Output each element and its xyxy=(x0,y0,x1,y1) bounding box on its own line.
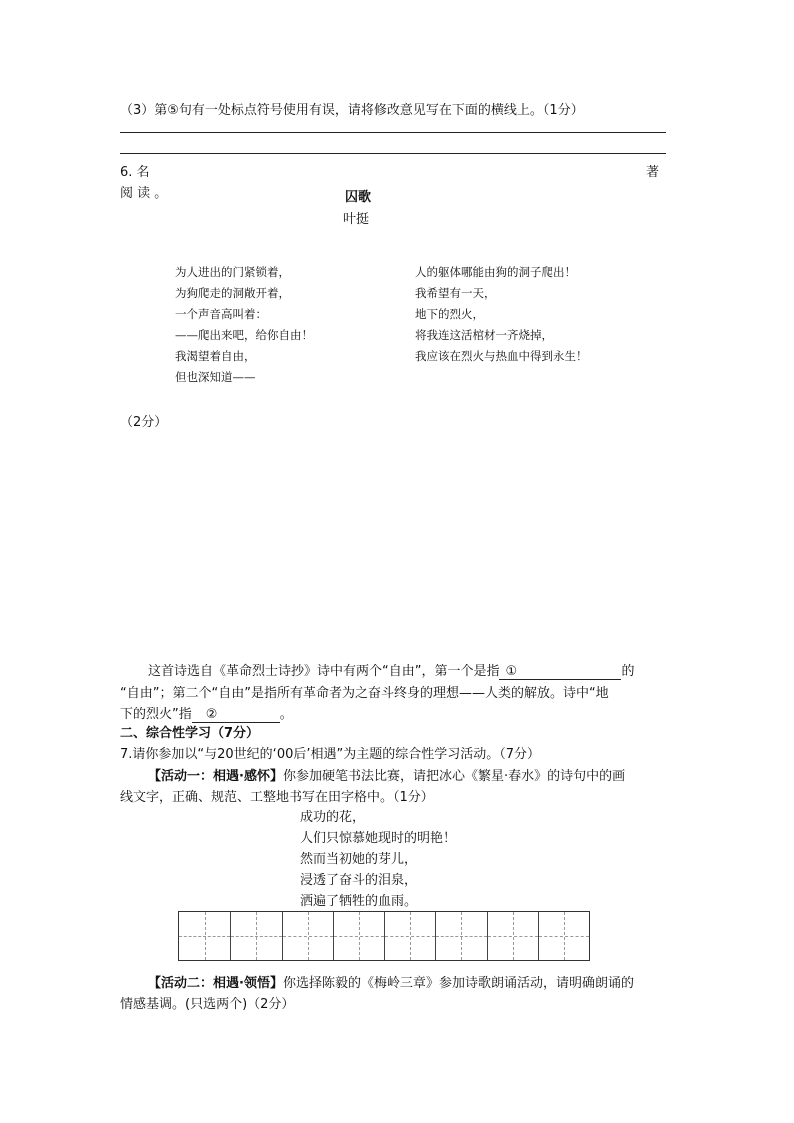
question-6-right-char: 著 xyxy=(646,165,660,180)
grid-cell[interactable] xyxy=(384,912,435,960)
grid-cell[interactable] xyxy=(538,912,589,960)
poem-line: 我应该在烈火与热血中得到永生！ xyxy=(415,349,588,363)
poem-right-column xyxy=(415,262,588,367)
poem-line: 浸透了奋斗的泪泉， xyxy=(300,873,418,888)
question-6-second-line: 阅 读 。 xyxy=(120,186,168,201)
activity-1-line-1: 【活动一：相遇·感怀】你参加硬笔书法比赛，请把冰心《繁星·春水》的诗句中的画 xyxy=(148,769,626,784)
activity-1-poem xyxy=(300,807,456,912)
answer-line-2 xyxy=(120,153,666,154)
paragraph-line-2: “自由”；第二个“自由”是指所有革命者为之奋斗终身的理想——人类的解放。诗中“地 xyxy=(120,686,609,701)
poem-line: 洒遍了牺牲的血雨。 xyxy=(300,894,418,909)
poem-line: 人们只惊慕她现时的明艳！ xyxy=(300,831,457,846)
blank-1[interactable]: ① xyxy=(499,664,621,680)
poem-line: 人的躯体哪能由狗的洞子爬出！ xyxy=(415,265,576,279)
poem-title: 囚歌 xyxy=(345,190,372,205)
poem-line: 成功的花， xyxy=(300,810,366,825)
poem-line: ——爬出来吧，给你自由！ xyxy=(175,328,313,342)
poem-line: 一个声音高叫着： xyxy=(175,307,267,321)
grid-cell[interactable] xyxy=(282,912,333,960)
score-label: （2分） xyxy=(120,415,168,430)
poem-author: 叶挺 xyxy=(343,212,370,227)
poem-line: 地下的烈火， xyxy=(415,307,484,321)
poem-line: 将我连这活棺材一齐烧掉， xyxy=(415,328,553,342)
activity-1-label: 【活动一：相遇·感怀】 xyxy=(148,769,283,784)
poem-line: 为人进出的门紧锁着， xyxy=(175,265,290,279)
grid-cell[interactable] xyxy=(435,912,486,960)
poem-line: 为狗爬走的洞敞开着， xyxy=(175,286,290,300)
grid-cell[interactable] xyxy=(230,912,281,960)
blank-2[interactable]: ② xyxy=(192,707,280,723)
poem-line: 我渴望着自由， xyxy=(175,349,256,363)
question-6-label: 6. 名 xyxy=(120,165,150,180)
tianzige-grid[interactable] xyxy=(178,911,590,961)
question-3-text: （3）第⑤句有一处标点符号使用有误，请将修改意见写在下面的横线上。（1分） xyxy=(120,103,584,118)
poem-line: 但也深知道—— xyxy=(175,370,256,384)
activity-1-line-2: 线文字，正确、规范、工整地书写在田字格中。（1分） xyxy=(120,790,434,805)
paragraph-line-1: 这首诗选自《革命烈士诗抄》诗中有两个“自由”，第一个是指 ① 的 xyxy=(148,664,635,679)
grid-cell[interactable] xyxy=(179,912,230,960)
activity-2-line-2: 情感基调。(只选两个)（2分） xyxy=(120,997,295,1012)
poem-line: 然而当初她的芽儿， xyxy=(300,852,418,867)
grid-cell[interactable] xyxy=(487,912,538,960)
question-7-text: 7.请你参加以“与20世纪的‘00后’相遇”为主题的综合性学习活动。（7分） xyxy=(120,747,540,762)
poem-left-column xyxy=(175,262,313,388)
grid-cell[interactable] xyxy=(333,912,384,960)
activity-2-line-1: 【活动二：相遇·领悟】你选择陈毅的《梅岭三章》参加诗歌朗诵活动，请明确朗诵的 xyxy=(148,976,634,991)
poem-line: 我希望有一天， xyxy=(415,286,496,300)
paragraph-line-3: 下的烈火”指 ② 。 xyxy=(120,707,293,722)
section-heading: 二、综合性学习（7分） xyxy=(120,726,260,741)
answer-line-1 xyxy=(120,132,666,133)
activity-2-label: 【活动二：相遇·领悟】 xyxy=(148,976,283,991)
